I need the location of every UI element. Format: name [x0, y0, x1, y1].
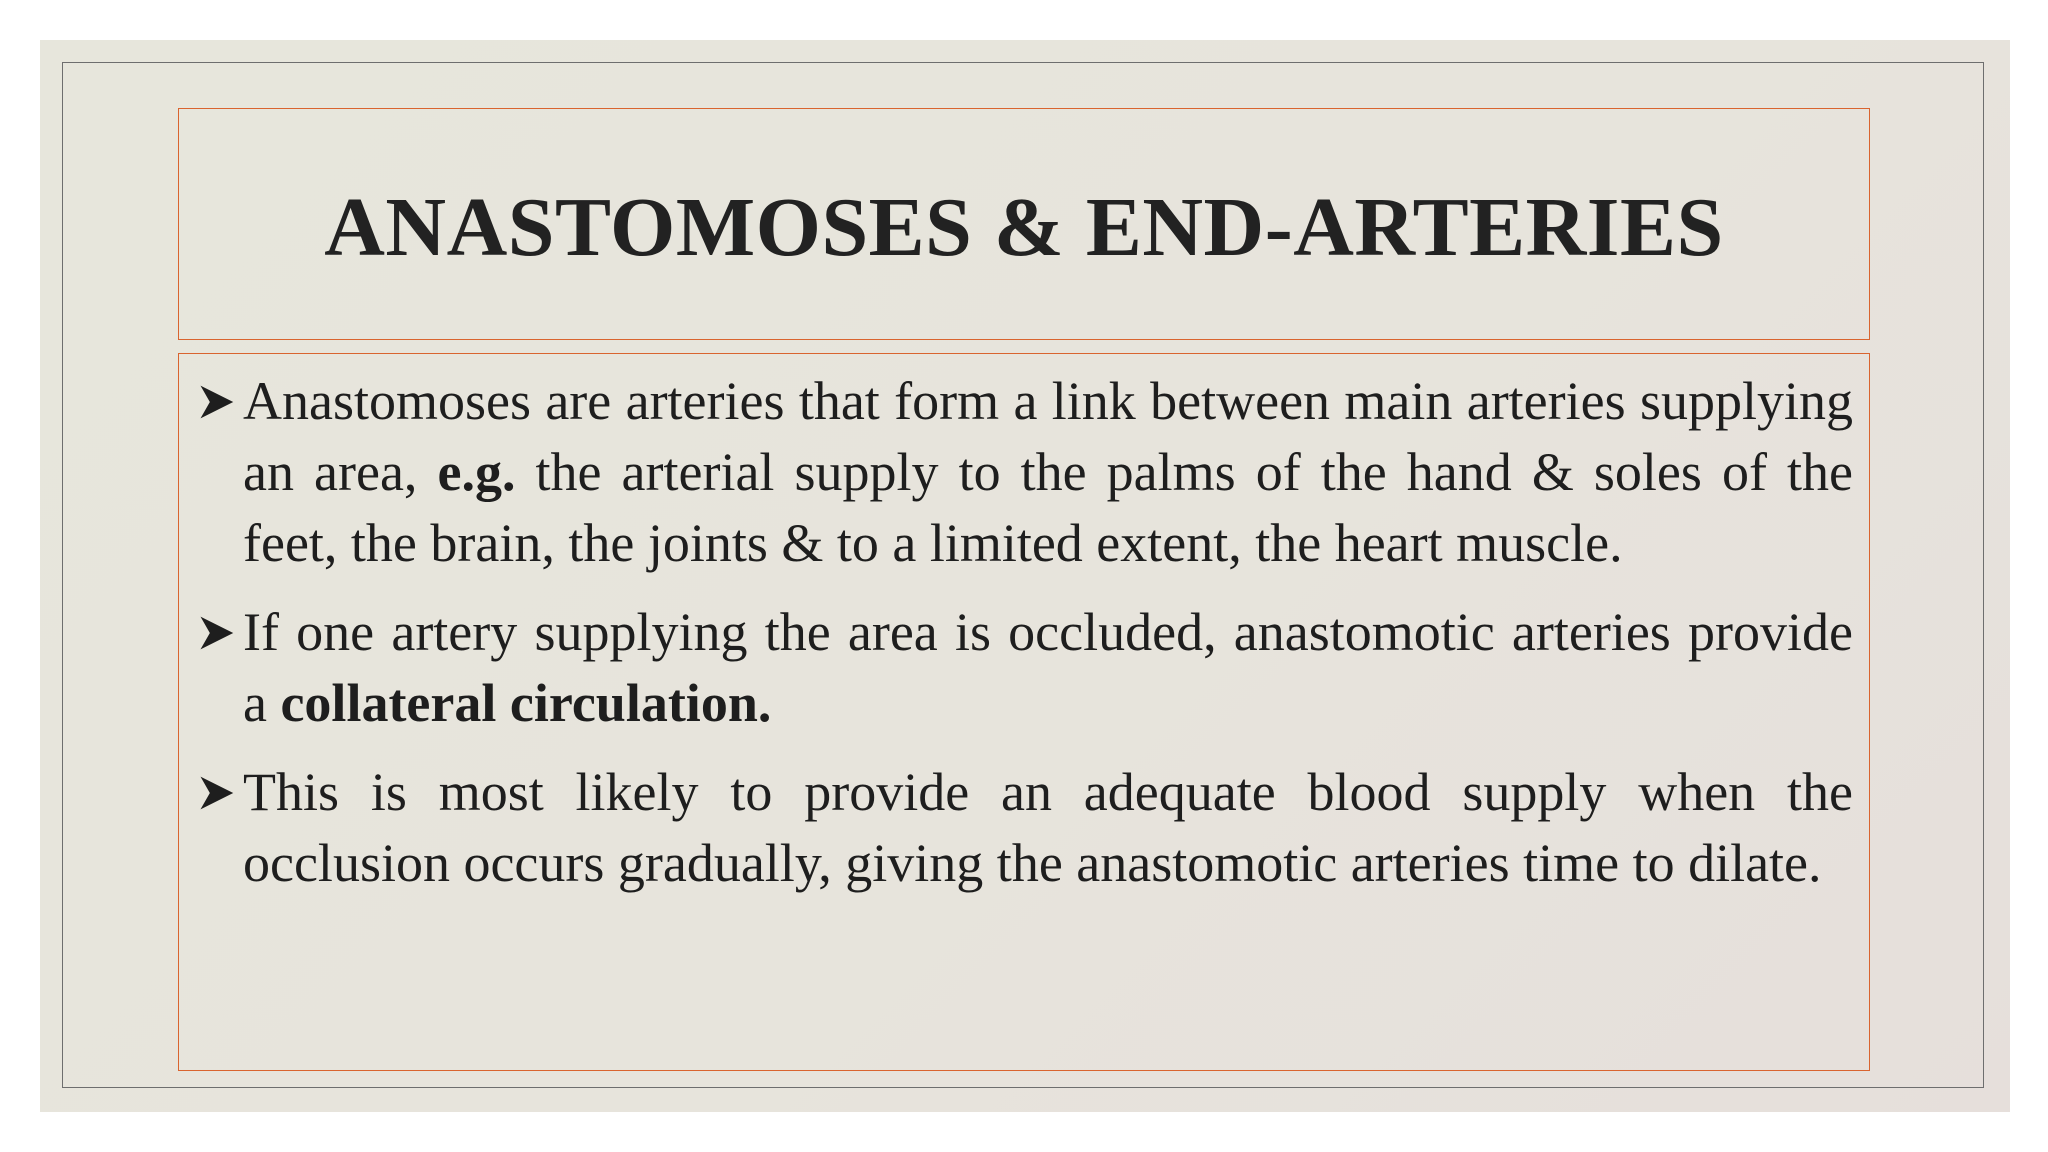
slide-title: ANASTOMOSES & END-ARTERIES — [324, 180, 1724, 274]
content-box — [178, 353, 1870, 1071]
bullet-item — [197, 757, 1853, 899]
bullet-item — [197, 597, 1853, 739]
title-box — [178, 108, 1870, 340]
arrowhead-bullet-icon — [197, 366, 237, 437]
bullet-text: If one artery supplying the area is occluded, anastomotic arteries provide a — [243, 602, 1853, 733]
bullet-bold-text: e.g. — [437, 442, 516, 502]
bullet-text: This is most likely to provide an adequate blood supply when the occlusion occurs gradually, giving the anastomotic arteries time to dilate. — [243, 762, 1853, 893]
arrowhead-bullet-icon — [197, 597, 237, 668]
arrowhead-bullet-icon — [197, 757, 237, 828]
bullet-item — [197, 366, 1853, 579]
bullet-text: the arterial supply to the palms of the hand & soles of the feet, the brain, the joints & to a limited extent, the heart muscle. — [243, 442, 1853, 573]
bullet-bold-text: collateral circulation. — [280, 673, 772, 733]
bullet-text: Anastomoses are arteries that form a link between main arteries supplying an area, — [243, 371, 1853, 502]
slide — [40, 40, 2010, 1112]
